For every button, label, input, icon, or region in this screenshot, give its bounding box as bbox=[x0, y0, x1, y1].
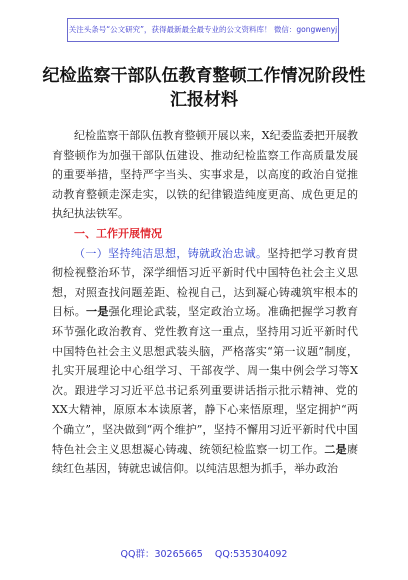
document-title: 纪检监察干部队伍教育整顿工作情况阶段性汇报材料 bbox=[42, 66, 366, 110]
footer bbox=[0, 546, 408, 560]
paragraph-text-a: 坚持把学习教育贯彻检视整治环节，深学细悟习近平新时代中国特色社会主义思想，对照查找问题差距、检视自己，达到凝心铸魂筑牢根本的目标。 bbox=[52, 246, 358, 319]
subsection-heading: （一）坚持纯洁思想，铸就政治忠诚。 bbox=[74, 246, 268, 260]
document-body bbox=[52, 126, 358, 479]
section-heading: 一、工作开展情况 bbox=[74, 226, 162, 240]
lead-marker-1: 一是 bbox=[86, 305, 109, 319]
lead-marker-2: 二是 bbox=[324, 442, 348, 456]
intro-paragraph: 纪检监察干部队伍教育整顿开展以来，X纪委监委把开展教育整顿作为加强干部队伍建设、推动纪检监察工作高质量发展的重要举措，坚持严字当头、实事求是，以高度的政治自觉推动教育整顿走深走实，以铁的纪律锻造纯度更高、成色更足的执纪执法铁军。 bbox=[52, 129, 358, 221]
banner-text: 关注头条号“公文研究”，获得最新最全最专业的公文资料库！ 微信：gongwenyj bbox=[68, 25, 338, 34]
footer-qq: QQ:535304092 bbox=[214, 549, 288, 560]
footer-qq-group: QQ群：30265665 bbox=[120, 549, 203, 560]
paragraph-text-c: 赓续红色基因，铸就忠诚信仰。以纯洁思想为抓手，举办政治 bbox=[52, 442, 359, 476]
top-banner bbox=[67, 18, 339, 42]
body-paragraph bbox=[52, 244, 358, 479]
paragraph-text-b: 强化理论武装，坚定政治立场。准确把握学习教育环节强化政治教育、党性教育这一重点，坚持用习近平新时代中国特色社会主义思想武装头脑，严格落实“第一议题”制度，扎实开展理论中心组学习、干部夜学、周一集中例会学习等X次。跟进学习习近平总书记系列重要讲话指示批示精神、党的XX大精神，原原本本读原著，静下心来悟原理，坚定拥护“两个确立”，坚决做到“两个维护”，坚持不懈用习近平新时代中国特色社会主义思想凝心铸魂、统领纪检监察一切工作。 bbox=[52, 305, 359, 456]
